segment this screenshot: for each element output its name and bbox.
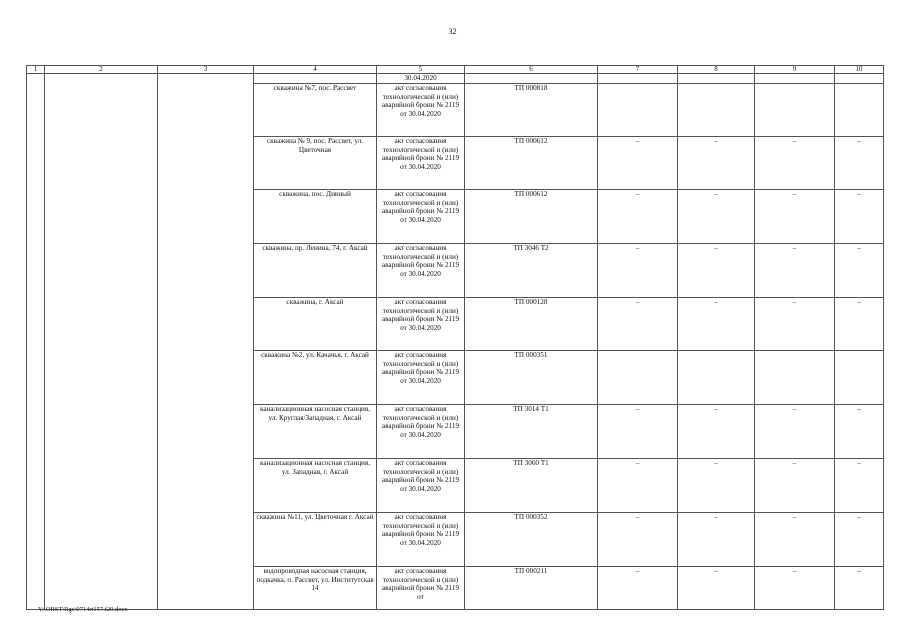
code-cell: ТП 3046 Т2 — [465, 244, 598, 298]
document-cell: акт согласования технологической и (или) аварийной брони № 2119 от 30.04.2020 — [377, 244, 465, 298]
object-cell: скважина, пр. Ленина, 74, г. Аксай — [254, 244, 377, 298]
col10-cell: – — [835, 190, 884, 244]
header-row — [27, 66, 884, 74]
object-cell: скважина № 9, пос. Рассвет, ул. Цветочная — [254, 137, 377, 190]
document-cell: акт согласования технологической и (или) аварийной брони № 2119 от — [377, 567, 465, 610]
col3-merged-cell — [158, 74, 254, 610]
column-header: 6 — [465, 66, 598, 74]
col7-cell: – — [598, 137, 678, 190]
col8-cell — [678, 351, 755, 405]
col2-merged-cell — [45, 74, 158, 610]
col8-cell: – — [678, 298, 755, 351]
col10-cell: – — [835, 137, 884, 190]
col9-cell: – — [755, 459, 835, 513]
continuation-cell — [755, 74, 835, 84]
col7-cell: – — [598, 298, 678, 351]
object-cell: канализационная насосная станция, ул. Западная, г. Аксай — [254, 459, 377, 513]
col7-cell: – — [598, 405, 678, 459]
column-header: 2 — [45, 66, 158, 74]
object-cell: скважина, пос. Дивный — [254, 190, 377, 244]
object-cell: скважина №2, ул. Качачья, г. Аксай — [254, 351, 377, 405]
document-cell: акт согласования технологической и (или) аварийной брони № 2119 от 30.04.2020 — [377, 459, 465, 513]
col9-cell — [755, 351, 835, 405]
col7-cell: – — [598, 459, 678, 513]
col9-cell: – — [755, 513, 835, 567]
footer-path: Y:\ORST\Rgc\0714rt157.f20.docx — [38, 606, 128, 613]
col7-cell: – — [598, 244, 678, 298]
col10-cell: – — [835, 298, 884, 351]
code-cell: ТП 000818 — [465, 84, 598, 137]
continuation-cell — [678, 74, 755, 84]
continuation-cell — [835, 74, 884, 84]
col9-cell — [755, 84, 835, 137]
continuation-cell — [465, 74, 598, 84]
col10-cell — [835, 84, 884, 137]
col9-cell: – — [755, 190, 835, 244]
col9-cell: – — [755, 567, 835, 610]
col8-cell: – — [678, 513, 755, 567]
col9-cell: – — [755, 137, 835, 190]
code-cell: ТП 000352 — [465, 513, 598, 567]
col7-cell — [598, 84, 678, 137]
col8-cell: – — [678, 567, 755, 610]
col8-cell: – — [678, 459, 755, 513]
col8-cell: – — [678, 137, 755, 190]
column-header: 1 — [27, 66, 45, 74]
col8-cell — [678, 84, 755, 137]
col10-cell: – — [835, 244, 884, 298]
code-cell: ТП 000211 — [465, 567, 598, 610]
col10-cell: – — [835, 459, 884, 513]
col10-cell — [835, 351, 884, 405]
continuation-cell — [598, 74, 678, 84]
col10-cell: – — [835, 567, 884, 610]
column-header: 5 — [377, 66, 465, 74]
document-cell: акт согласования технологической и (или) аварийной брони № 2119 от 30.04.2020 — [377, 405, 465, 459]
code-cell: ТП 000612 — [465, 190, 598, 244]
object-cell: водопроводная насосная станция, подкачка, п. Рассвет, ул. Институтская 14 — [254, 567, 377, 610]
col8-cell: – — [678, 244, 755, 298]
continuation-date: 30.04.2020 — [377, 74, 465, 84]
col9-cell: – — [755, 244, 835, 298]
data-table — [26, 65, 884, 610]
col8-cell: – — [678, 405, 755, 459]
code-cell: ТП 000128 — [465, 298, 598, 351]
document-cell: акт согласования технологической и (или) аварийной брони № 2119 от 30.04.2020 — [377, 298, 465, 351]
continuation-cell — [254, 74, 377, 84]
column-header: 8 — [678, 66, 755, 74]
column-header: 10 — [835, 66, 884, 74]
code-cell: ТП 3014 Т1 — [465, 405, 598, 459]
column-header: 7 — [598, 66, 678, 74]
col8-cell: – — [678, 190, 755, 244]
object-cell: скважина, г. Аксай — [254, 298, 377, 351]
col1-merged-cell — [27, 74, 45, 610]
column-header: 4 — [254, 66, 377, 74]
object-cell: скважина №11, ул. Цветочная г. Аксай — [254, 513, 377, 567]
col7-cell: – — [598, 190, 678, 244]
document-cell: акт согласования технологической и (или) аварийной брони № 2119 от 30.04.2020 — [377, 351, 465, 405]
document-cell: акт согласования технологической и (или) аварийной брони № 2119 от 30.04.2020 — [377, 513, 465, 567]
object-cell: скважина №7, пос. Рассвет — [254, 84, 377, 137]
col10-cell: – — [835, 405, 884, 459]
col9-cell: – — [755, 405, 835, 459]
code-cell: ТП 000351 — [465, 351, 598, 405]
col7-cell — [598, 351, 678, 405]
code-cell: ТП 3060 Т1 — [465, 459, 598, 513]
page-number: 32 — [448, 27, 457, 36]
object-cell: канализационная насосная станция, ул. Круглая/Западная, г. Аксай — [254, 405, 377, 459]
document-cell: акт согласования технологической и (или) аварийной брони № 2119 от 30.04.2020 — [377, 84, 465, 137]
column-header: 3 — [158, 66, 254, 74]
col7-cell: – — [598, 513, 678, 567]
col10-cell: – — [835, 513, 884, 567]
column-header: 9 — [755, 66, 835, 74]
col7-cell: – — [598, 567, 678, 610]
continuation-row — [27, 74, 884, 84]
document-cell: акт согласования технологической и (или) аварийной брони № 2119 от 30.04.2020 — [377, 190, 465, 244]
document-cell: акт согласования технологической и (или) аварийной брони № 2119 от 30.04.2020 — [377, 137, 465, 190]
col9-cell: – — [755, 298, 835, 351]
code-cell: ТП 000612 — [465, 137, 598, 190]
